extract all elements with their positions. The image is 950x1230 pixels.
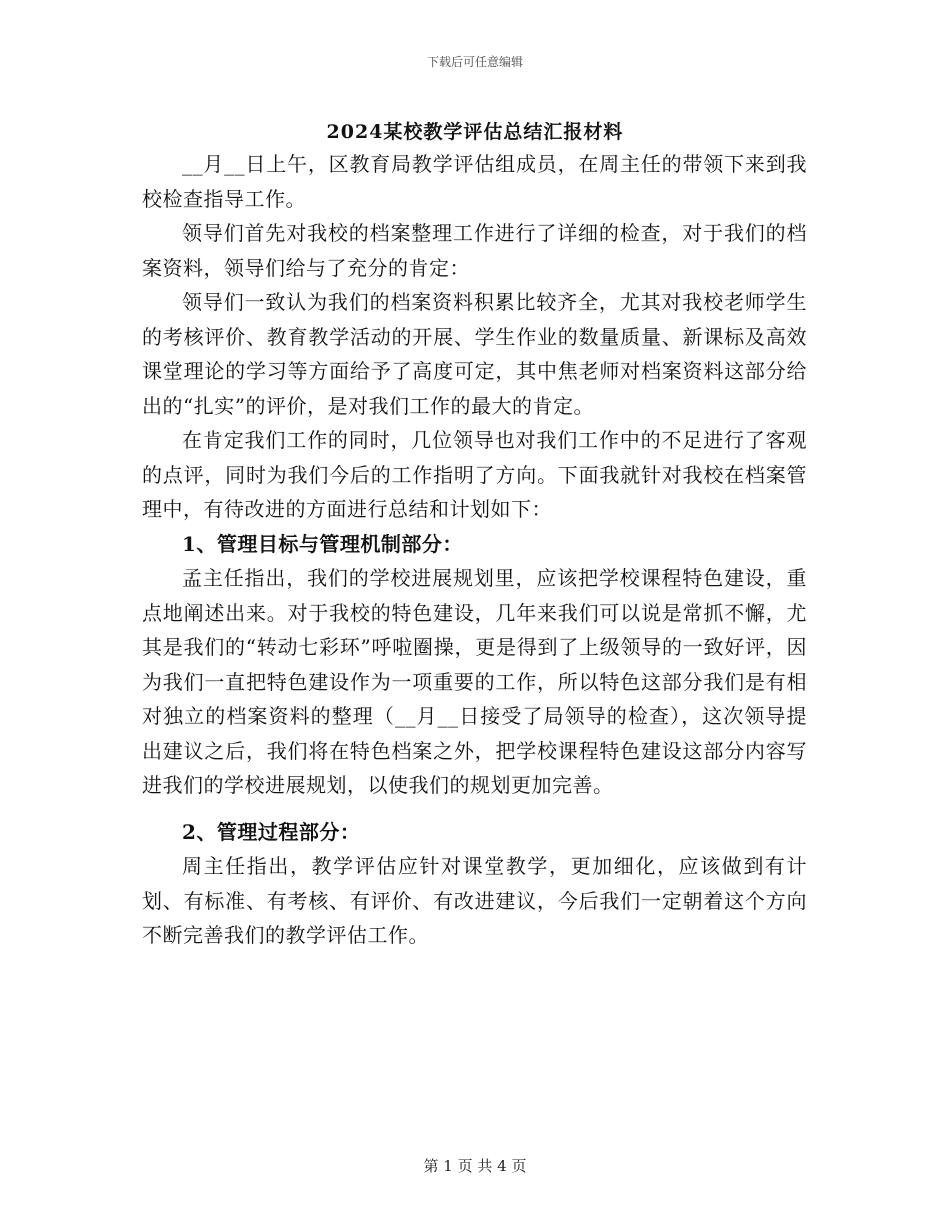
document-title: 2024某校教学评估总结汇报材料 bbox=[326, 121, 624, 143]
paragraph-archive-praise: 领导们一致认为我们的档案资料积累比较齐全，尤其对我校老师学生的考核评价、教育教学活动的开展、学生作业的数量质量、新课标及高效课堂理论的学习等方面给予了高度可定，其中焦老师对档案资料这部分给出的“扎实”的评价，是对我们工作的最大的肯定。 bbox=[142, 290, 807, 418]
paragraph-intro: __月__日上午，区教育局教学评估组成员，在周主任的带领下来到我校检查指导工作。 bbox=[142, 152, 807, 211]
paragraph-management-goals: 孟主任指出，我们的学校进展规划里，应该把学校课程特色建设，重点地阐述出来。对于我校的特色建设，几年来我们可以说是常抓不懈，尤其是我们的“转动七彩环”呼啦圈操，更是得到了上级领导的一致好评，因为我们一直把特色建设作为一项重要的工作，所以特色这部分我们是有相对独立的档案资料的整理（__月__日接受了局领导的检查），这次领导提出建议之后，我们将在特色档案之外，把学校课程特色建设这部分内容写进我们的学校进展规划，以使我们的规划更加完善。 bbox=[142, 566, 807, 797]
section-heading-management-goals: 1、管理目标与管理机制部分： bbox=[182, 531, 463, 556]
page-indicator: 第 1 页 共 4 页 bbox=[423, 1157, 527, 1175]
document-body bbox=[142, 147, 807, 953]
section-heading-management-process: 2、管理过程部分： bbox=[182, 819, 361, 844]
paragraph-archive-check: 领导们首先对我校的档案整理工作进行了详细的检查，对于我们的档案资料，领导们给与了充分的肯定： bbox=[142, 221, 807, 280]
paragraph-shortcomings: 在肯定我们工作的同时，几位领导也对我们工作中的不足进行了客观的点评，同时为我们今后的工作指明了方向。下面我就针对我校在档案管理中，有待改进的方面进行总结和计划如下： bbox=[142, 428, 807, 521]
paragraph-management-process: 周主任指出，教学评估应针对课堂教学，更加细化，应该做到有计划、有标准、有考核、有评价、有改进建议，今后我们一定朝着这个方向不断完善我们的教学评估工作。 bbox=[142, 854, 807, 947]
header-note: 下载后可任意编辑 bbox=[426, 55, 523, 69]
